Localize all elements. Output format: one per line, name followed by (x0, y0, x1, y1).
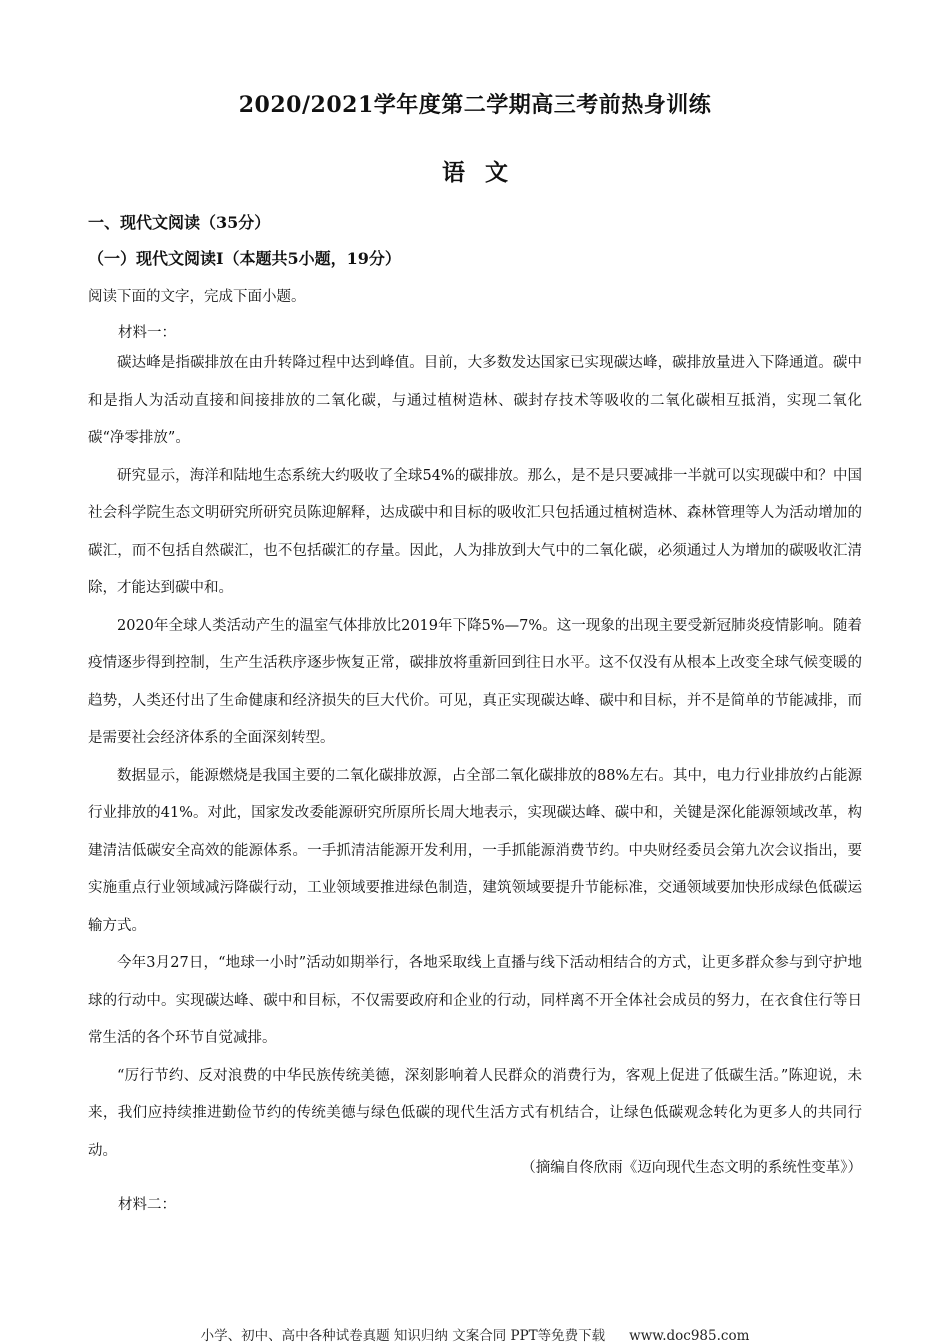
paragraph: 数据显示，能源燃烧是我国主要的二氧化碳排放源，占全部二氧化碳排放的88%左右。其中，电力行业排放约占能源行业排放的41%。对此，国家发改委能源研究所原所长周大地表示，实现碳达峰、碳中和，关键是深化能源领域改革，构建清洁低碳安全高效的能源体系。一手抓清洁能源开发利用，一手抓能源消费节约。中央财经委员会第九次会议指出，要实施重点行业领域减污降碳行动，工业领域要推进绿色制造，建筑领域要提升节能标准，交通领域要加快形成绿色低碳运输方式。 (88, 767, 862, 934)
material-one-source: （摘编自佟欣雨《迈向现代生态文明的系统性变革》） (521, 1160, 862, 1176)
footer-text: 小学、初中、高中各种试卷真题 知识归纳 文案合同 PPT等免费下载 (200, 1328, 606, 1344)
material-one-label: 材料一： (118, 325, 176, 341)
section-heading: 一、现代文阅读（35分） (88, 213, 271, 232)
paragraph: 研究显示，海洋和陆地生态系统大约吸收了全球54%的碳排放。那么，是不是只要减排一半就可以实现碳中和？中国社会科学院生态文明研究所研究员陈迎解释，达成碳中和目标的吸收汇只包括通过植树造林、森林管理等人为活动增加的碳汇，而不包括自然碳汇，也不包括碳汇的存量。因此，人为排放到大气中的二氧化碳，必须通过人为增加的碳吸收汇清除，才能达到碳中和。 (88, 467, 862, 596)
exam-title: 2020/2021学年度第二学期高三考前热身训练 (238, 92, 712, 118)
paragraph: 今年3月27日，“地球一小时”活动如期举行，各地采取线上直播与线下活动相结合的方式，让更多群众参与到守护地球的行动中。实现碳达峰、碳中和目标，不仅需要政府和企业的行动，同样离不开全体社会成员的努力，在衣食住行等日常生活的各个环节自觉减排。 (88, 955, 862, 1046)
paragraph: 2020年全球人类活动产生的温室气体排放比2019年下降5%—7%。这一现象的出现主要受新冠肺炎疫情影响。随着疫情逐步得到控制，生产生活秩序逐步恢复正常，碳排放将重新回到往日水平。这不仅没有从根本上改变全球气候变暖的趋势，人类还付出了生命健康和经济损失的巨大代价。可见，真正实现碳达峰、碳中和目标，并不是简单的节能减排，而是需要社会经济体系的全面深刻转型。 (88, 617, 862, 746)
page-footer (0, 1324, 950, 1344)
material-two-label: 材料二： (118, 1197, 176, 1213)
paragraph: 碳达峰是指碳排放在由升转降过程中达到峰值。目前，大多数发达国家已实现碳达峰，碳排放量进入下降通道。碳中和是指人为活动直接和间接排放的二氧化碳，与通过植树造林、碳封存技术等吸收的二氧化碳相互抵消，实现二氧化碳“净零排放”。 (88, 355, 862, 446)
footer-site-link[interactable]: www.doc985.com (629, 1328, 750, 1344)
section-subheading: （一）现代文阅读Ⅰ（本题共5小题，19分） (88, 249, 401, 268)
paragraph: “厉行节约、反对浪费的中华民族传统美德，深刻影响着人民群众的消费行为，客观上促进了低碳生活。”陈迎说，未来，我们应持续推进勤俭节约的传统美德与绿色低碳的现代生活方式有机结合，让绿色低碳观念转化为更多人的共同行动。 (88, 1067, 862, 1159)
material-one-body (88, 345, 862, 1170)
exam-subject: 语文 (442, 159, 528, 186)
reading-instruction: 阅读下面的文字，完成下面小题。 (88, 289, 306, 305)
